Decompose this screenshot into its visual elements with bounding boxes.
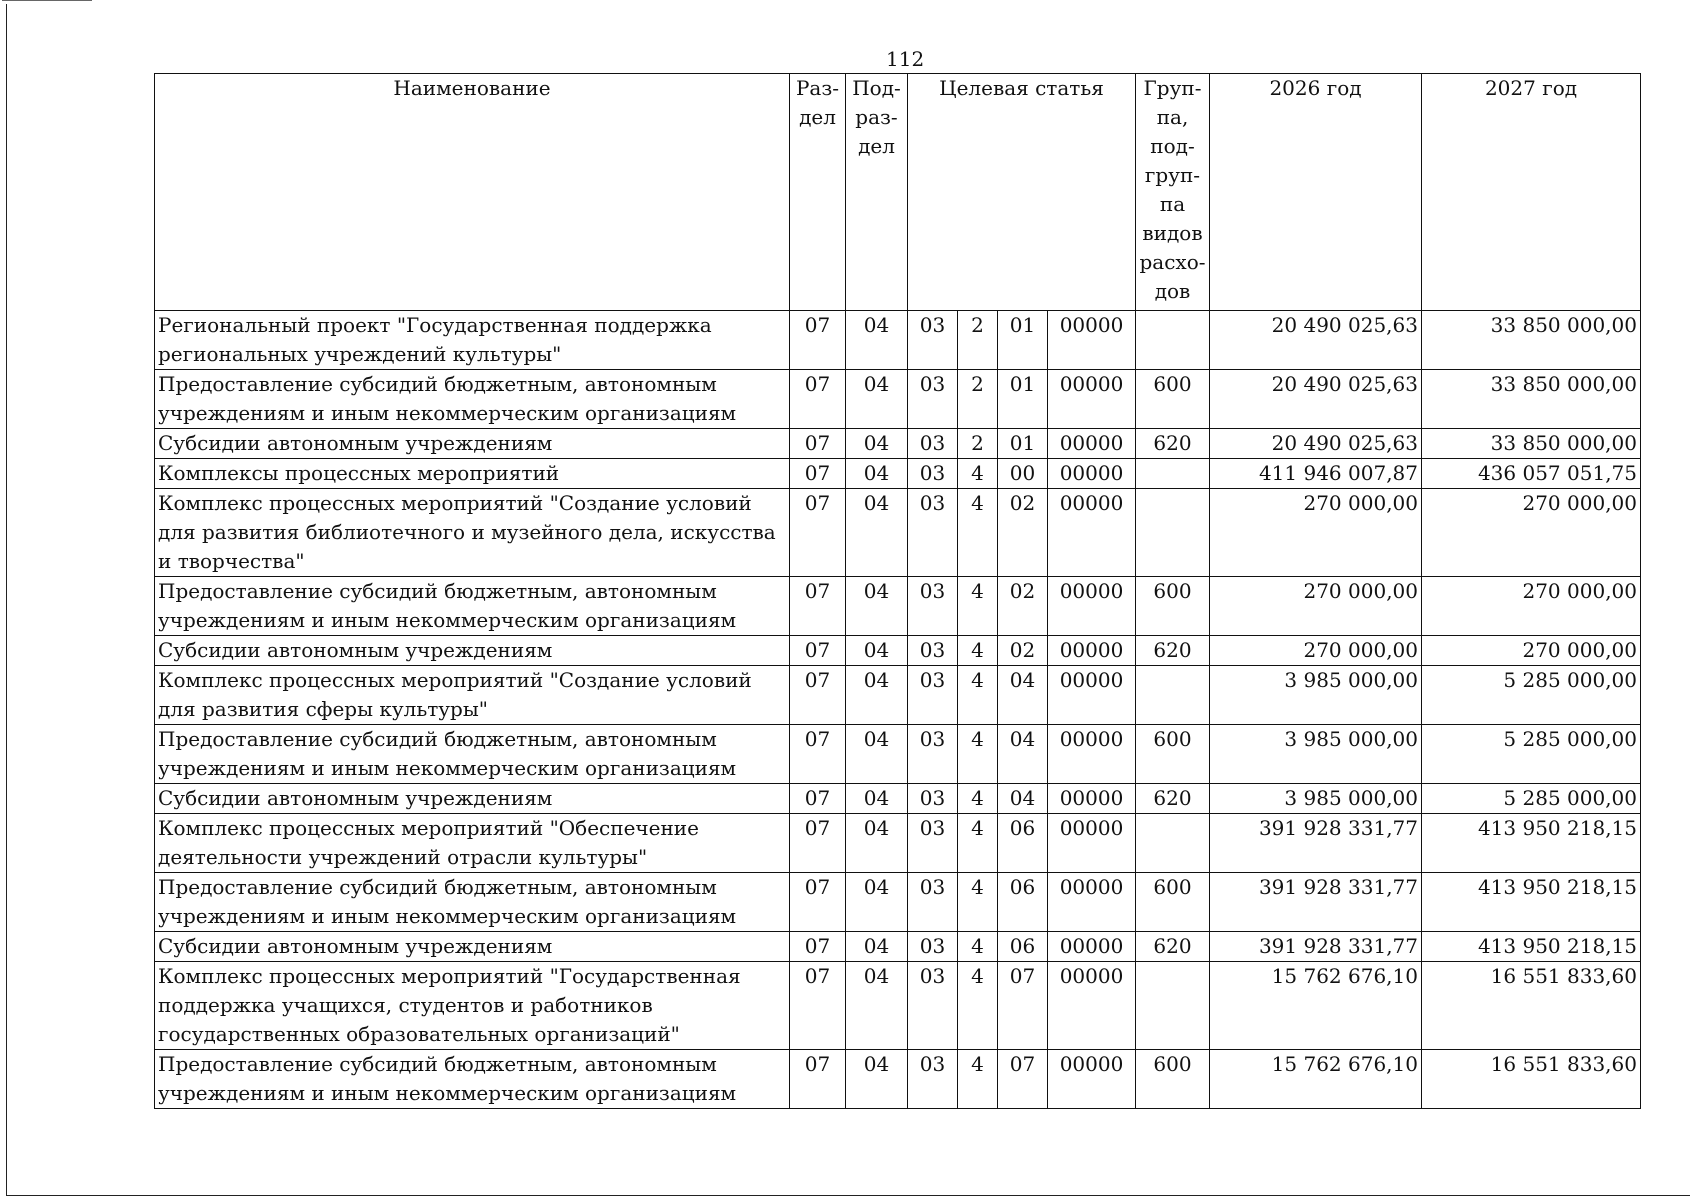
cell-target-direction: 00000 (1048, 577, 1136, 636)
table-row (155, 725, 1641, 784)
cell-target-structural-element: 07 (998, 1050, 1048, 1109)
cell-amount-2027: 16 551 833,60 (1422, 962, 1641, 1050)
cell-target-direction: 00000 (1048, 932, 1136, 962)
cell-amount-2027: 270 000,00 (1422, 636, 1641, 666)
cell-section: 07 (790, 1050, 846, 1109)
cell-target-direction: 00000 (1048, 311, 1136, 370)
cell-amount-2027: 270 000,00 (1422, 577, 1641, 636)
cell-target-structural-element: 06 (998, 873, 1048, 932)
cell-amount-2027: 270 000,00 (1422, 489, 1641, 577)
cell-name: Комплекс процессных мероприятий "Создание условий для развития библиотечного и музейного дела, искусства и творчества" (155, 489, 790, 577)
cell-target-type: 4 (958, 489, 998, 577)
cell-expense-group: 600 (1136, 873, 1210, 932)
cell-amount-2027: 33 850 000,00 (1422, 370, 1641, 429)
cell-expense-group: 600 (1136, 725, 1210, 784)
cell-subsection: 04 (846, 577, 908, 636)
cell-subsection: 04 (846, 489, 908, 577)
cell-target-direction: 00000 (1048, 962, 1136, 1050)
cell-subsection: 04 (846, 814, 908, 873)
cell-name: Предоставление субсидий бюджетным, автономным учреждениям и иным некоммерческим организациям (155, 1050, 790, 1109)
cell-expense-group: 600 (1136, 370, 1210, 429)
table-row (155, 1050, 1641, 1109)
header-target-item: Целевая статья (908, 74, 1136, 311)
cell-target-type: 4 (958, 577, 998, 636)
cell-section: 07 (790, 962, 846, 1050)
cell-target-program: 03 (908, 814, 958, 873)
cell-target-direction: 00000 (1048, 429, 1136, 459)
cell-subsection: 04 (846, 1050, 908, 1109)
cell-target-direction: 00000 (1048, 814, 1136, 873)
cell-subsection: 04 (846, 784, 908, 814)
cell-target-direction: 00000 (1048, 1050, 1136, 1109)
table-row (155, 932, 1641, 962)
header-subsection-label: Под- раз- дел (852, 76, 901, 158)
cell-section: 07 (790, 784, 846, 814)
cell-target-structural-element: 04 (998, 784, 1048, 814)
cell-subsection: 04 (846, 962, 908, 1050)
cell-target-type: 4 (958, 459, 998, 489)
header-expense-group (1136, 74, 1210, 311)
cell-target-program: 03 (908, 666, 958, 725)
header-year-2027: 2027 год (1422, 74, 1641, 311)
cell-amount-2027: 436 057 051,75 (1422, 459, 1641, 489)
cell-amount-2026: 391 928 331,77 (1210, 873, 1422, 932)
cell-target-program: 03 (908, 784, 958, 814)
table-row (155, 666, 1641, 725)
cell-subsection: 04 (846, 311, 908, 370)
cell-section: 07 (790, 814, 846, 873)
cell-target-type: 4 (958, 873, 998, 932)
cell-section: 07 (790, 725, 846, 784)
table-row (155, 429, 1641, 459)
header-section (790, 74, 846, 311)
cell-expense-group (1136, 814, 1210, 873)
cell-amount-2026: 15 762 676,10 (1210, 962, 1422, 1050)
cell-target-type: 2 (958, 429, 998, 459)
cell-section: 07 (790, 370, 846, 429)
table-row (155, 577, 1641, 636)
cell-name: Субсидии автономным учреждениям (155, 932, 790, 962)
cell-target-direction: 00000 (1048, 489, 1136, 577)
cell-name: Комплекс процессных мероприятий "Обеспечение деятельности учреждений отрасли культуры" (155, 814, 790, 873)
cell-target-type: 4 (958, 666, 998, 725)
cell-name: Региональный проект "Государственная поддержка региональных учреждений культуры" (155, 311, 790, 370)
cell-amount-2026: 411 946 007,87 (1210, 459, 1422, 489)
header-year-2026: 2026 год (1210, 74, 1422, 311)
cell-target-program: 03 (908, 577, 958, 636)
cell-target-type: 4 (958, 636, 998, 666)
table-row (155, 459, 1641, 489)
cell-amount-2026: 391 928 331,77 (1210, 814, 1422, 873)
cell-amount-2026: 3 985 000,00 (1210, 784, 1422, 814)
cell-target-program: 03 (908, 429, 958, 459)
cell-subsection: 04 (846, 636, 908, 666)
cell-target-direction: 00000 (1048, 636, 1136, 666)
cell-name: Субсидии автономным учреждениям (155, 784, 790, 814)
cell-amount-2027: 5 285 000,00 (1422, 666, 1641, 725)
cell-name: Комплекс процессных мероприятий "Создание условий для развития сферы культуры" (155, 666, 790, 725)
cell-subsection: 04 (846, 932, 908, 962)
table-row (155, 784, 1641, 814)
cell-target-direction: 00000 (1048, 725, 1136, 784)
cell-amount-2026: 20 490 025,63 (1210, 370, 1422, 429)
header-subsection (846, 74, 908, 311)
cell-target-structural-element: 04 (998, 666, 1048, 725)
cell-name: Предоставление субсидий бюджетным, автономным учреждениям и иным некоммерческим организациям (155, 873, 790, 932)
cell-amount-2027: 16 551 833,60 (1422, 1050, 1641, 1109)
cell-subsection: 04 (846, 459, 908, 489)
cell-section: 07 (790, 577, 846, 636)
cell-expense-group: 600 (1136, 577, 1210, 636)
table-row (155, 962, 1641, 1050)
cell-target-structural-element: 01 (998, 370, 1048, 429)
cell-target-program: 03 (908, 1050, 958, 1109)
cell-target-structural-element: 06 (998, 814, 1048, 873)
cell-expense-group (1136, 311, 1210, 370)
header-section-label: Раз- дел (795, 76, 840, 129)
cell-subsection: 04 (846, 873, 908, 932)
cell-target-type: 4 (958, 962, 998, 1050)
cell-target-structural-element: 01 (998, 311, 1048, 370)
cell-target-program: 03 (908, 962, 958, 1050)
cell-target-direction: 00000 (1048, 784, 1136, 814)
cell-target-type: 4 (958, 814, 998, 873)
table-row (155, 311, 1641, 370)
cell-expense-group: 620 (1136, 429, 1210, 459)
cell-subsection: 04 (846, 370, 908, 429)
cell-amount-2026: 3 985 000,00 (1210, 666, 1422, 725)
cell-amount-2027: 413 950 218,15 (1422, 873, 1641, 932)
cell-subsection: 04 (846, 666, 908, 725)
table-row (155, 814, 1641, 873)
cell-target-program: 03 (908, 459, 958, 489)
cell-name: Субсидии автономным учреждениям (155, 636, 790, 666)
cell-target-structural-element: 07 (998, 962, 1048, 1050)
cell-target-program: 03 (908, 932, 958, 962)
header-name: Наименование (155, 74, 790, 311)
cell-amount-2026: 270 000,00 (1210, 489, 1422, 577)
cell-section: 07 (790, 666, 846, 725)
cell-section: 07 (790, 459, 846, 489)
cell-target-direction: 00000 (1048, 666, 1136, 725)
table-row (155, 873, 1641, 932)
table-body (155, 311, 1641, 1109)
cell-name: Предоставление субсидий бюджетным, автономным учреждениям и иным некоммерческим организациям (155, 725, 790, 784)
cell-amount-2027: 5 285 000,00 (1422, 725, 1641, 784)
cell-target-type: 2 (958, 311, 998, 370)
scan-corner-mark (2, 0, 92, 1)
cell-target-program: 03 (908, 489, 958, 577)
cell-subsection: 04 (846, 429, 908, 459)
cell-target-type: 2 (958, 370, 998, 429)
table-row (155, 636, 1641, 666)
cell-target-direction: 00000 (1048, 459, 1136, 489)
cell-section: 07 (790, 636, 846, 666)
cell-amount-2026: 20 490 025,63 (1210, 429, 1422, 459)
table-header-row (155, 74, 1641, 311)
cell-expense-group (1136, 666, 1210, 725)
cell-target-structural-element: 02 (998, 577, 1048, 636)
cell-name: Комплексы процессных мероприятий (155, 459, 790, 489)
cell-target-structural-element: 04 (998, 725, 1048, 784)
cell-section: 07 (790, 429, 846, 459)
cell-target-program: 03 (908, 636, 958, 666)
cell-target-program: 03 (908, 873, 958, 932)
cell-amount-2027: 5 285 000,00 (1422, 784, 1641, 814)
page-number: 112 (886, 47, 925, 71)
cell-amount-2026: 270 000,00 (1210, 577, 1422, 636)
cell-target-structural-element: 06 (998, 932, 1048, 962)
cell-target-type: 4 (958, 932, 998, 962)
cell-amount-2026: 15 762 676,10 (1210, 1050, 1422, 1109)
cell-target-structural-element: 01 (998, 429, 1048, 459)
cell-expense-group: 620 (1136, 636, 1210, 666)
cell-expense-group (1136, 489, 1210, 577)
cell-amount-2027: 413 950 218,15 (1422, 814, 1641, 873)
cell-target-structural-element: 00 (998, 459, 1048, 489)
cell-name: Предоставление субсидий бюджетным, автономным учреждениям и иным некоммерческим организациям (155, 577, 790, 636)
cell-expense-group: 620 (1136, 932, 1210, 962)
budget-table (154, 73, 1641, 1109)
cell-target-type: 4 (958, 784, 998, 814)
cell-expense-group: 620 (1136, 784, 1210, 814)
cell-name: Комплекс процессных мероприятий "Государственная поддержка учащихся, студентов и работников государственных образовательных организаций" (155, 962, 790, 1050)
cell-expense-group (1136, 459, 1210, 489)
cell-target-program: 03 (908, 725, 958, 784)
cell-section: 07 (790, 932, 846, 962)
cell-amount-2026: 391 928 331,77 (1210, 932, 1422, 962)
cell-target-structural-element: 02 (998, 489, 1048, 577)
cell-amount-2026: 3 985 000,00 (1210, 725, 1422, 784)
cell-name: Субсидии автономным учреждениям (155, 429, 790, 459)
cell-amount-2027: 33 850 000,00 (1422, 311, 1641, 370)
cell-amount-2026: 270 000,00 (1210, 636, 1422, 666)
cell-section: 07 (790, 311, 846, 370)
cell-target-direction: 00000 (1048, 370, 1136, 429)
cell-target-type: 4 (958, 1050, 998, 1109)
cell-target-program: 03 (908, 311, 958, 370)
table-row (155, 370, 1641, 429)
cell-expense-group: 600 (1136, 1050, 1210, 1109)
cell-target-type: 4 (958, 725, 998, 784)
cell-amount-2026: 20 490 025,63 (1210, 311, 1422, 370)
cell-target-direction: 00000 (1048, 873, 1136, 932)
cell-subsection: 04 (846, 725, 908, 784)
cell-target-structural-element: 02 (998, 636, 1048, 666)
cell-amount-2027: 413 950 218,15 (1422, 932, 1641, 962)
cell-expense-group (1136, 962, 1210, 1050)
cell-target-program: 03 (908, 370, 958, 429)
cell-name: Предоставление субсидий бюджетным, автономным учреждениям и иным некоммерческим организациям (155, 370, 790, 429)
header-expense-group-label: Груп- па, под- груп- па видов расхо- дов (1139, 76, 1206, 303)
table-row (155, 489, 1641, 577)
cell-section: 07 (790, 873, 846, 932)
cell-section: 07 (790, 489, 846, 577)
cell-amount-2027: 33 850 000,00 (1422, 429, 1641, 459)
